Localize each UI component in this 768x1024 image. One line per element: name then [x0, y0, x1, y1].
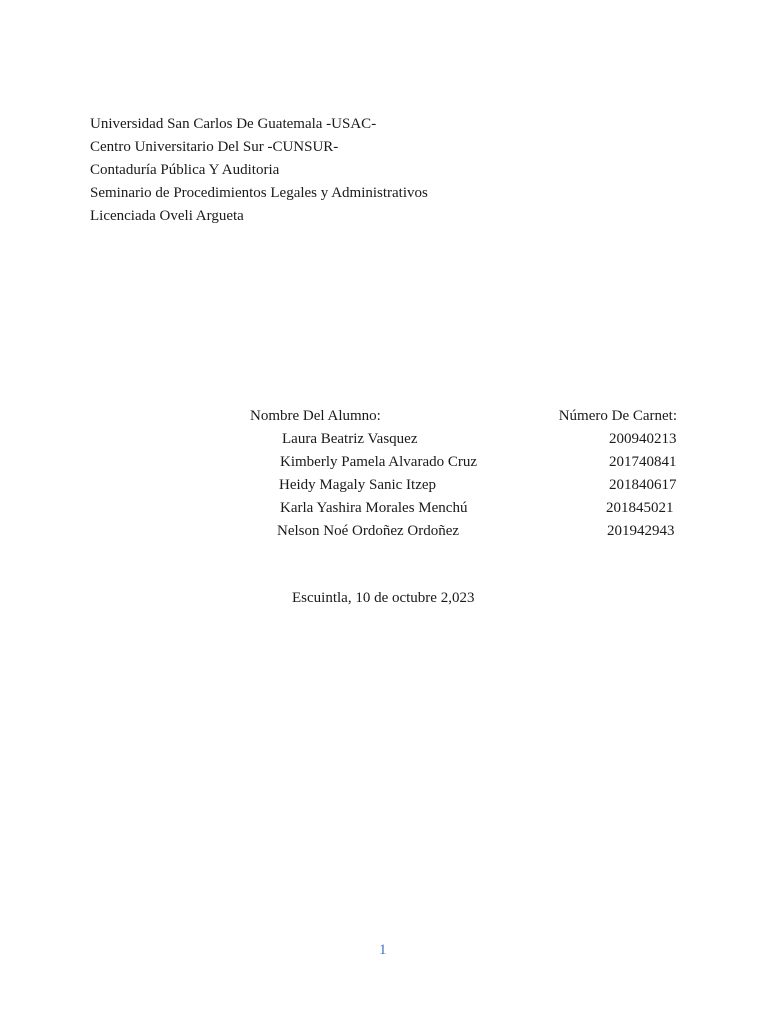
instructor-name: Licenciada Oveli Argueta: [90, 208, 244, 224]
career-name: Contaduría Pública Y Auditoria: [90, 162, 280, 178]
student-carnet: 201942943: [607, 523, 675, 539]
university-name: Universidad San Carlos De Guatemala -USAC-: [90, 116, 377, 132]
student-row: [0, 477, 768, 500]
student-carnet: 201845021: [606, 500, 674, 516]
student-name: Nelson Noé Ordoñez Ordoñez: [277, 523, 460, 539]
student-name: Laura Beatriz Vasquez: [282, 431, 418, 447]
student-row: [0, 454, 768, 477]
student-name: Kimberly Pamela Alvarado Cruz: [280, 454, 478, 470]
student-carnet: 201840617: [609, 477, 677, 493]
page-number: 1: [379, 942, 387, 958]
student-name: Karla Yashira Morales Menchú: [280, 500, 468, 516]
campus-name: Centro Universitario Del Sur -CUNSUR-: [90, 139, 339, 155]
place-and-date: Escuintla, 10 de octubre 2,023: [292, 590, 475, 606]
student-row: [0, 500, 768, 523]
institution-header: [90, 113, 428, 228]
student-carnet: 201740841: [609, 454, 677, 470]
student-row: [0, 523, 768, 546]
student-carnet: 200940213: [609, 431, 677, 447]
carnet-column-header: Número De Carnet:: [558, 408, 677, 424]
course-name: Seminario de Procedimientos Legales y Administrativos: [90, 185, 428, 201]
student-row: [0, 431, 768, 454]
name-column-header: Nombre Del Alumno:: [250, 408, 381, 424]
student-name: Heidy Magaly Sanic Itzep: [279, 477, 437, 493]
